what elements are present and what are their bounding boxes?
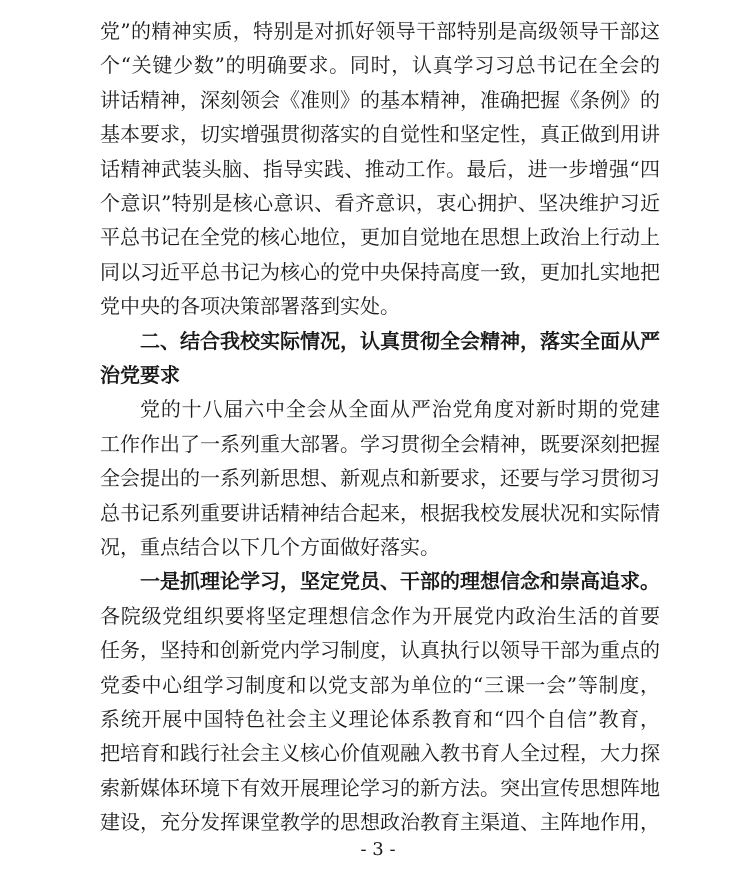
paragraph-line: 索新媒体环境下有效开展理论学习的新方法。突出宣传思想阵地 [100, 776, 660, 800]
paragraph-line: 况，重点结合以下几个方面做好落实。 [100, 535, 440, 559]
section-heading-line: 二、结合我校实际情况，认真贯彻全会精神，落实全面从严 [140, 329, 660, 353]
paragraph-line: 个“关键少数”的明确要求。同时，认真学习习总书记在全会的 [100, 53, 660, 77]
paragraph-line: 系统开展中国特色社会主义理论体系教育和“四个自信”教育， [100, 707, 660, 731]
paragraph-line: 个意识”特别是核心意识、看齐意识，衷心拥护、坚决维护习近 [100, 191, 660, 215]
paragraph-line: 把培育和践行社会主义核心价值观融入教书育人全过程，大力探 [100, 741, 660, 765]
paragraph-line: 党委中心组学习制度和以党支部为单位的“三课一会”等制度， [100, 673, 660, 697]
paragraph-line: 平总书记在全党的核心地位，更加自觉地在思想上政治上行动上 [100, 225, 660, 249]
paragraph-line: 党中央的各项决策部署落到实处。 [100, 294, 400, 318]
paragraph-line: 各院级党组织要将坚定理想信念作为开展党内政治生活的首要 [100, 604, 660, 628]
section-heading-line: 治党要求 [100, 363, 180, 387]
page-number: - 3 - [360, 839, 396, 860]
point-heading-line: 一是抓理论学习，坚定党员、干部的理想信念和崇高追求。 [140, 569, 660, 593]
paragraph-line: 全会提出的一系列新思想、新观点和新要求，还要与学习贯彻习 [100, 466, 660, 490]
paragraph-line: 党的十八届六中全会从全面从严治党角度对新时期的党建 [140, 397, 660, 421]
paragraph-line: 建设，充分发挥课堂教学的思想政治教育主渠道、主阵地作用， [100, 810, 660, 834]
paragraph-line: 工作作出了一系列重大部署。学习贯彻全会精神，既要深刻把握 [100, 432, 660, 456]
paragraph-line: 讲话精神，深刻领会《准则》的基本精神，准确把握《条例》的 [100, 88, 660, 112]
paragraph-line: 党”的精神实质，特别是对抓好领导干部特别是高级领导干部这 [100, 19, 660, 43]
paragraph-line: 话精神武装头脑、指导实践、推动工作。最后，进一步增强“四 [100, 157, 660, 181]
paragraph-line: 同以习近平总书记为核心的党中央保持高度一致，更加扎实地把 [100, 260, 660, 284]
paragraph-line: 总书记系列重要讲话精神结合起来，根据我校发展状况和实际情 [100, 501, 660, 525]
paragraph-line: 基本要求，切实增强贯彻落实的自觉性和坚定性，真正做到用讲 [100, 122, 660, 146]
paragraph-line: 任务，坚持和创新党内学习制度，认真执行以领导干部为重点的 [100, 638, 660, 662]
